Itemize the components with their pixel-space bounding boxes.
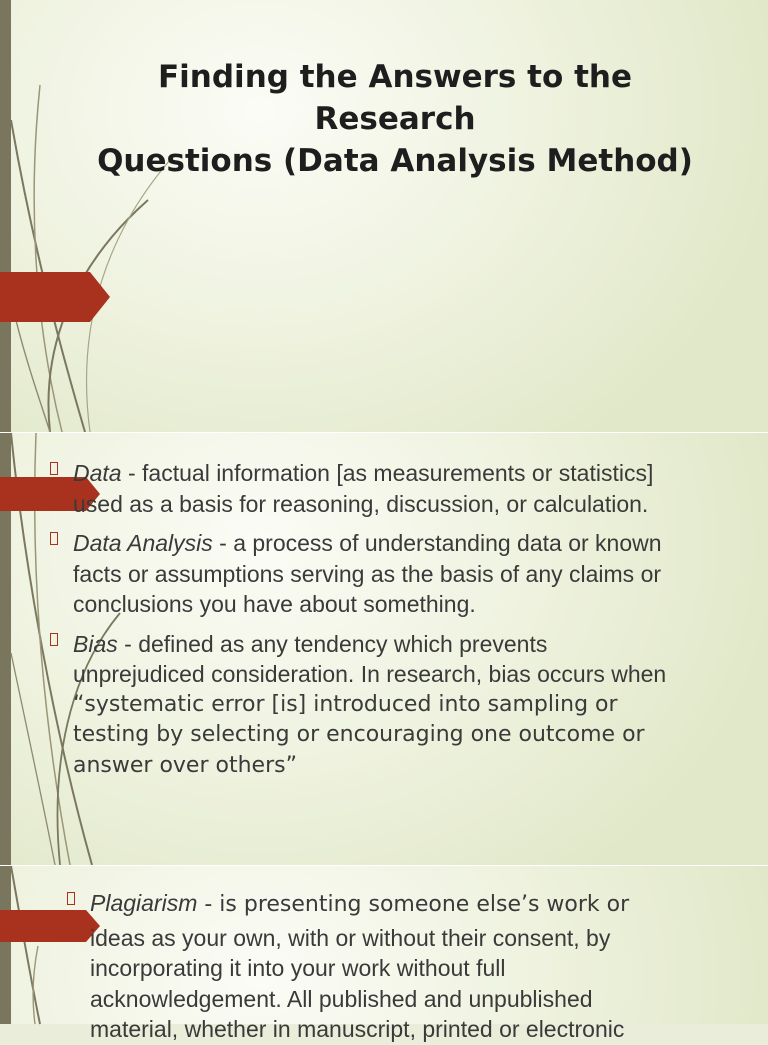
definition-list (67, 888, 757, 1045)
title-line-3: Questions (Data Analysis Method) (97, 143, 693, 179)
item-line: “systematic error [is] introduced into sampling or (73, 691, 618, 717)
term: Bias (73, 630, 118, 657)
term: Data (73, 460, 122, 486)
bullet-icon (50, 633, 58, 646)
item-line: answer over others” (73, 752, 297, 778)
definition-list (50, 458, 760, 781)
item-line: testing by selecting or encouraging one outcome or (73, 722, 645, 747)
item-line: material, whether in manuscript, printed or electronic (90, 1016, 625, 1042)
list-item (50, 458, 760, 519)
item-line: ideas as your own, with or without their consent, by (90, 924, 611, 951)
bullet-icon (50, 532, 58, 545)
item-line: Bias - defined as any tendency which prevents (73, 630, 548, 657)
slide-3 (0, 866, 768, 1042)
item-line: incorporating it into your work without full (90, 955, 506, 981)
item-line: unprejudiced consideration. In research, bias occurs when (73, 661, 667, 687)
list-item (50, 528, 760, 620)
bullet-icon (67, 892, 75, 905)
slide-2 (0, 433, 768, 865)
title-line-2: Research (314, 101, 476, 137)
item-line: conclusions you have about something. (73, 591, 476, 617)
bullet-icon (50, 462, 58, 475)
item-line: used as a basis for reasoning, discussion, or calculation. (73, 490, 649, 517)
item-line: facts or assumptions serving as the basis of any claims or (73, 560, 662, 587)
list-item (50, 629, 760, 782)
title-line-1: Finding the Answers to the (158, 59, 632, 95)
list-item (67, 888, 757, 1045)
item-line: Data - factual information [as measurements or statistics] (73, 460, 654, 486)
item-line: Data Analysis - a process of understanding data or known (73, 530, 662, 556)
term: Data Analysis (73, 530, 213, 556)
accent-tab (0, 272, 110, 322)
item-line: Plagiarism - is presenting someone else’s work or (90, 890, 630, 917)
slide-title (40, 56, 750, 182)
item-line: acknowledgement. All published and unpublished (90, 985, 593, 1012)
slide-1 (0, 0, 768, 432)
term: Plagiarism (90, 890, 198, 916)
